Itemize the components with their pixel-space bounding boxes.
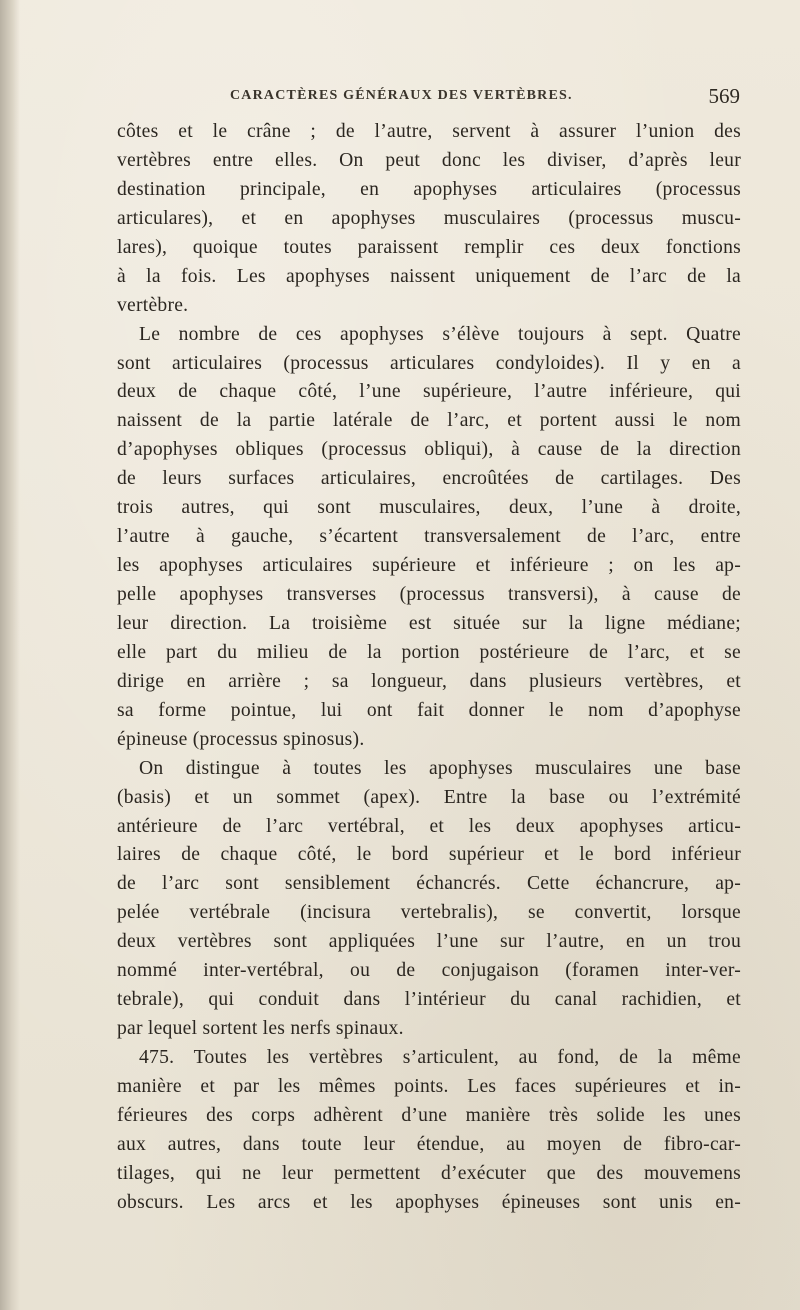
paragraph-first-line: On distingue à toutes les apophyses musculaires une base xyxy=(139,757,741,779)
text-line: épineuse (processus spinosus). xyxy=(117,728,365,750)
text-line: obscurs. Les arcs et les apophyses épineuses sont unis en- xyxy=(117,1191,741,1213)
text-line: dirige en arrière ; sa longueur, dans plusieurs vertèbres, et xyxy=(117,670,741,692)
text-line: destination principale, en apophyses articulaires (processus xyxy=(117,178,741,200)
text-line: sa forme pointue, lui ont fait donner le nom d’apophyse xyxy=(117,699,741,721)
binding-gutter xyxy=(0,0,20,1310)
text-line: deux vertèbres sont appliquées l’une sur l’autre, en un trou xyxy=(117,931,741,953)
text-line: trois autres, qui sont musculaires, deux, l’une à droite, xyxy=(117,497,741,519)
text-line: vertèbres entre elles. On peut donc les diviser, d’après leur xyxy=(117,149,741,171)
text-line: laires de chaque côté, le bord supérieur et le bord inférieur xyxy=(117,844,741,866)
text-line: pelle apophyses transverses (processus transversi), à cause de xyxy=(117,584,741,605)
text-line: tebrale), qui conduit dans l’intérieur du canal rachidien, et xyxy=(117,989,741,1011)
text-line: sont articulaires (processus articulares condyloides). Il y en a xyxy=(117,352,741,374)
text-line: côtes et le crâne ; de l’autre, servent à assurer l’union des xyxy=(117,121,741,142)
text-line: l’autre à gauche, s’écartent transversalement de l’arc, entre xyxy=(117,526,741,548)
text-line: elle part du milieu de la portion postérieure de l’arc, et se xyxy=(117,641,741,663)
page-header xyxy=(230,84,740,108)
paragraph-first-line: Le nombre de ces apophyses s’élève toujours à sept. Quatre xyxy=(139,323,741,345)
text-line: de leurs surfaces articulaires, encroûtées de cartilages. Des xyxy=(117,468,741,490)
text-line: antérieure de l’arc vertébral, et les deux apophyses articu- xyxy=(117,815,741,837)
text-line: les apophyses articulaires supérieure et inférieure ; on les ap- xyxy=(117,555,741,577)
text-line: pelée vertébrale (incisura vertebralis), se convertit, lorsque xyxy=(117,902,741,924)
paragraph-first-line: 475. Toutes les vertèbres s’articulent, au fond, de la même xyxy=(139,1047,741,1068)
running-head: CARACTÈRES GÉNÉRAUX DES VERTÈBRES. xyxy=(230,88,573,103)
text-line: (basis) et un sommet (apex). Entre la base ou l’extrémité xyxy=(117,786,741,808)
text-line: par lequel sortent les nerfs spinaux. xyxy=(117,1018,404,1040)
text-line: à la fois. Les apophyses naissent uniquement de l’arc de la xyxy=(117,265,741,287)
text-line: d’apophyses obliques (processus obliqui), à cause de la direction xyxy=(117,439,741,461)
text-line: nommé inter-vertébral, ou de conjugaison (foramen inter-ver- xyxy=(117,960,741,982)
text-line: naissent de la partie latérale de l’arc, et portent aussi le nom xyxy=(117,410,741,432)
text-line: aux autres, dans toute leur étendue, au moyen de fibro-car- xyxy=(117,1133,741,1155)
text-line: férieures des corps adhèrent d’une manière très solide les unes xyxy=(117,1104,741,1126)
text-line: deux de chaque côté, l’une supérieure, l’autre inférieure, qui xyxy=(117,381,741,403)
text-line: lares), quoique toutes paraissent remplir ces deux fonctions xyxy=(117,236,741,258)
text-line: vertèbre. xyxy=(117,294,189,316)
body-text xyxy=(117,118,741,1218)
text-line: articulares), et en apophyses musculaires (processus muscu- xyxy=(117,207,741,229)
text-line: de l’arc sont sensiblement échancrés. Cette échancrure, ap- xyxy=(117,873,741,895)
text-line: manière et par les mêmes points. Les faces supérieures et in- xyxy=(117,1075,741,1097)
page-number: 569 xyxy=(708,84,740,108)
text-line: leur direction. La troisième est située sur la ligne médiane; xyxy=(117,612,741,634)
text-line: tilages, qui ne leur permettent d’exécuter que des mouvemens xyxy=(117,1162,741,1184)
